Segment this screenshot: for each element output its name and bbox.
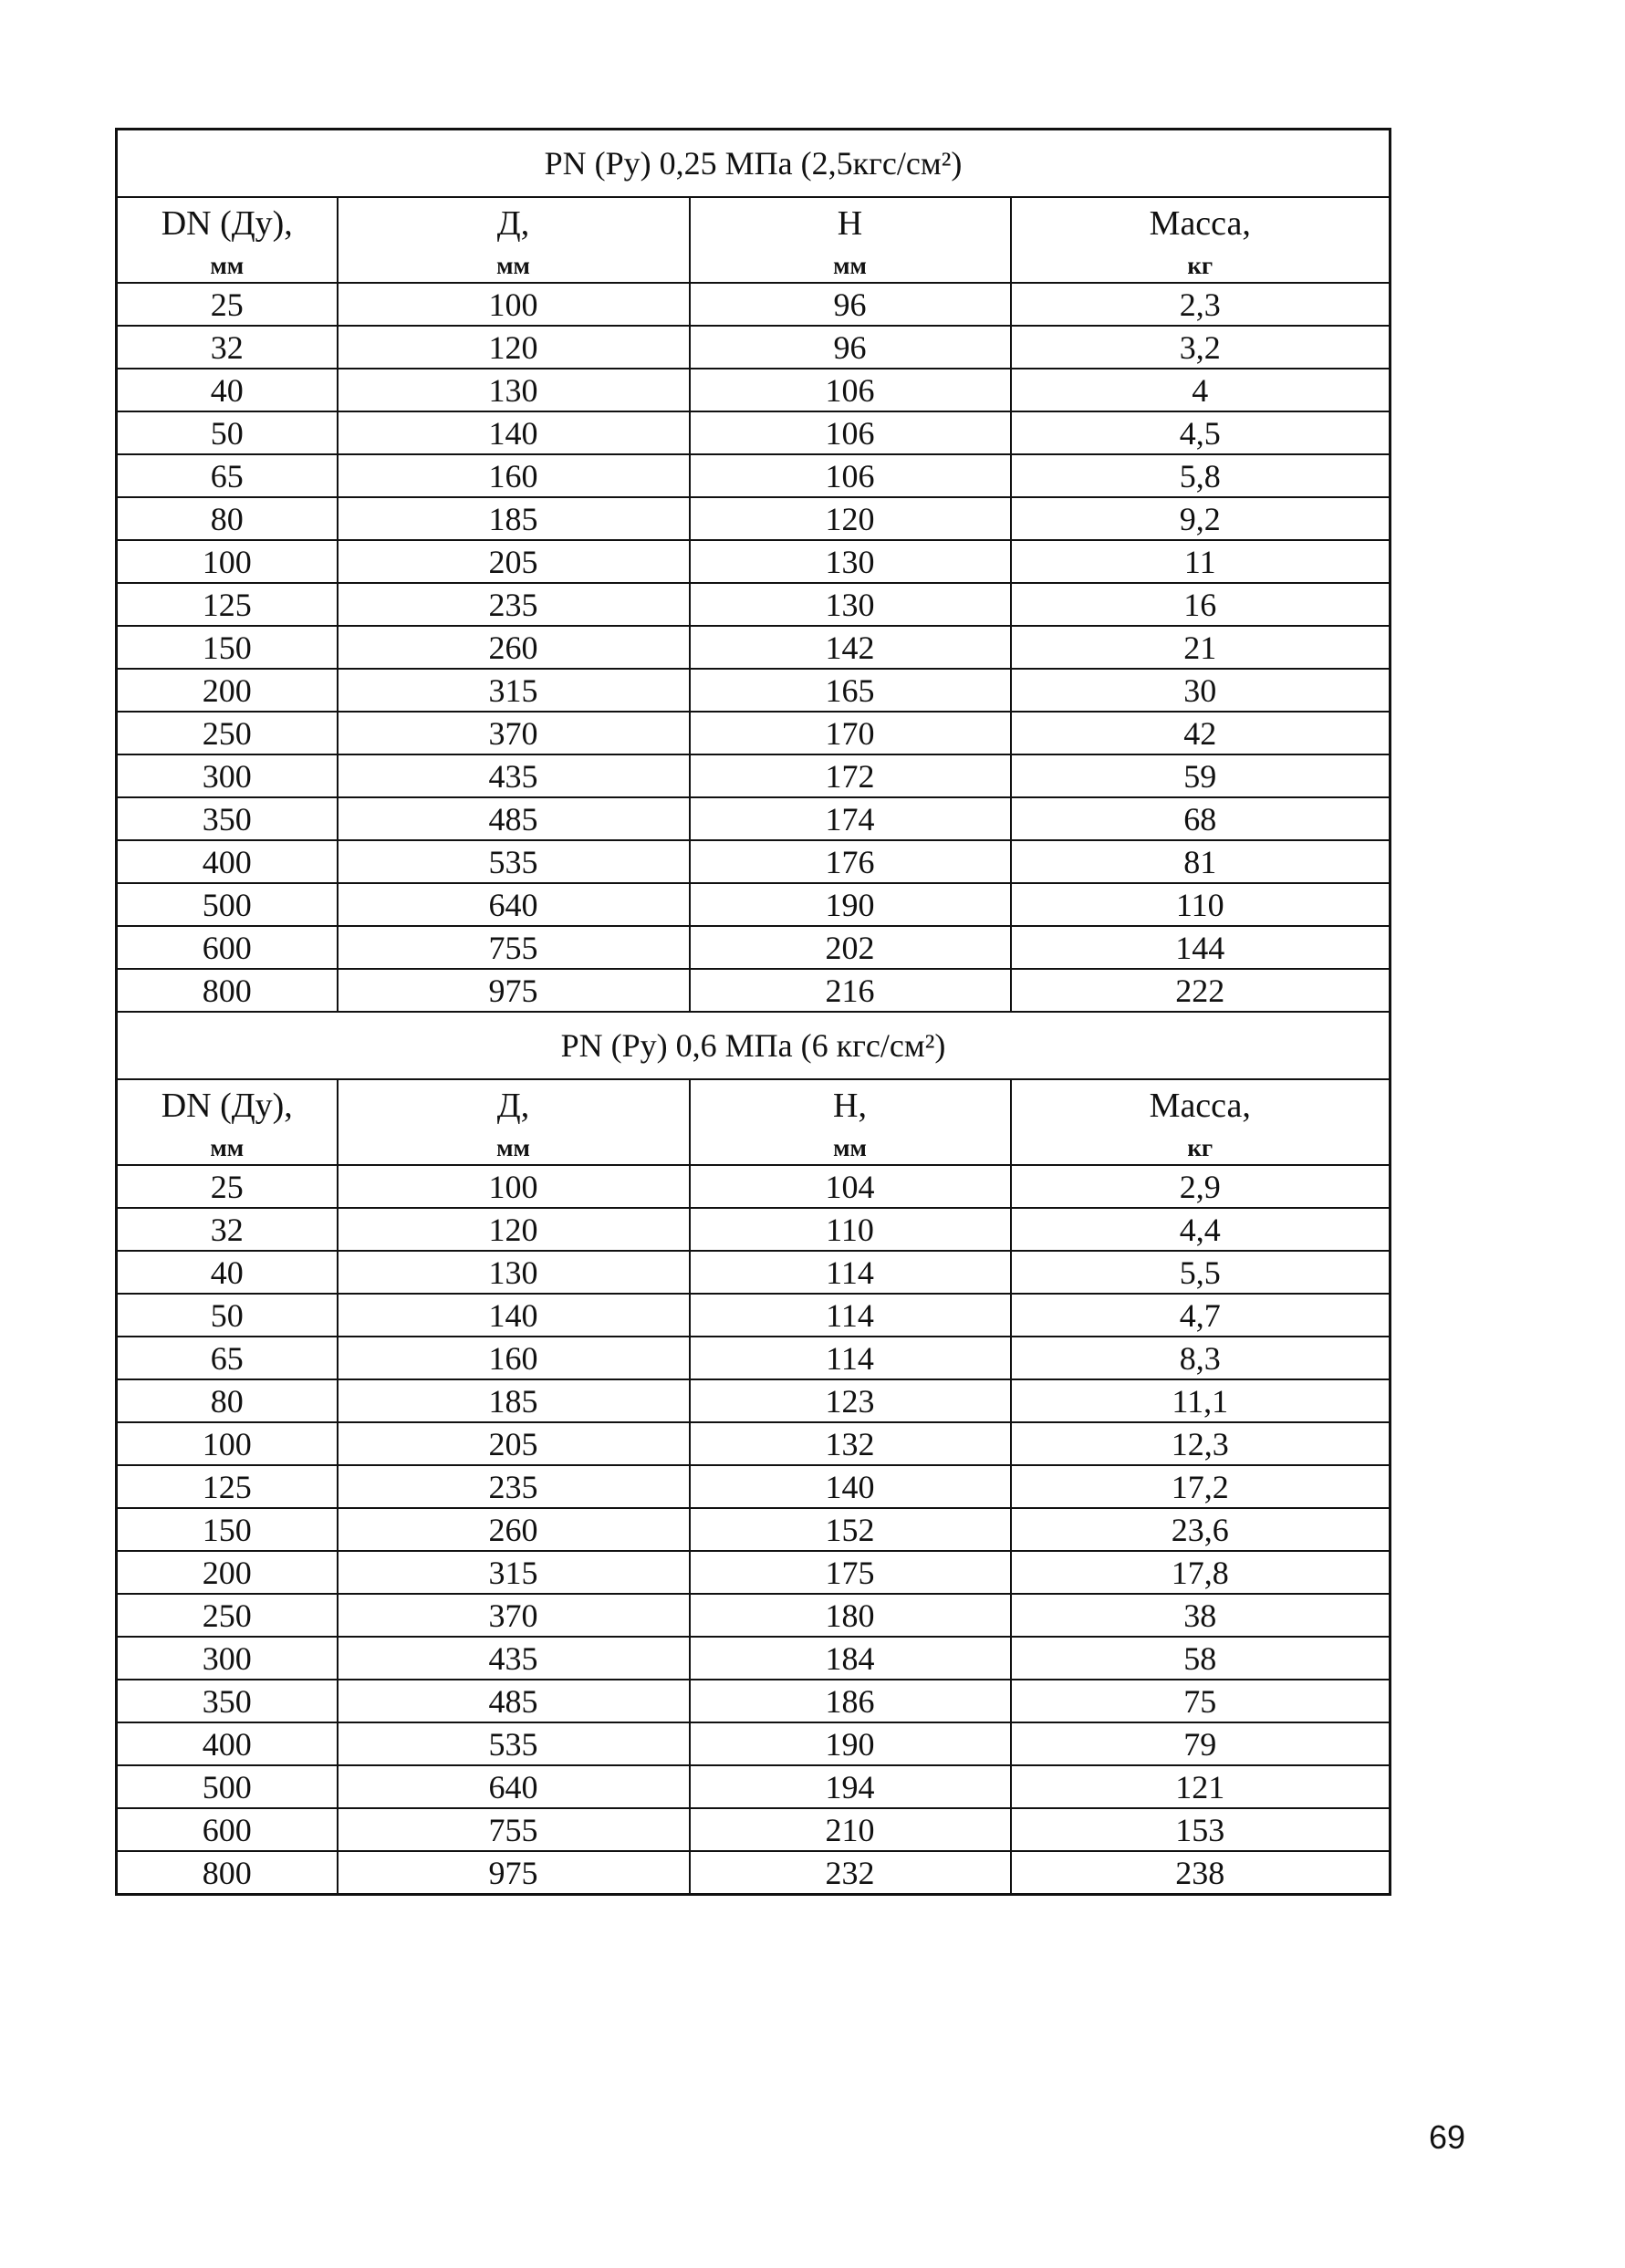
cell-h: 175 <box>690 1551 1011 1594</box>
table-row <box>117 1594 1391 1637</box>
cell-dn: 125 <box>117 583 338 626</box>
cell-d: 485 <box>338 797 690 840</box>
cell-h: 130 <box>690 583 1011 626</box>
table-row <box>117 326 1391 369</box>
column-header-label: Масса, <box>1149 1086 1251 1125</box>
cell-h: 142 <box>690 626 1011 669</box>
cell-d: 235 <box>338 583 690 626</box>
cell-d: 260 <box>338 626 690 669</box>
cell-d: 975 <box>338 969 690 1012</box>
table-row <box>117 1637 1391 1680</box>
column-header-label: Масса, <box>1149 203 1251 243</box>
cell-mass: 42 <box>1011 712 1391 754</box>
table-row <box>117 1851 1391 1895</box>
cell-mass: 12,3 <box>1011 1422 1391 1465</box>
cell-dn: 65 <box>117 1337 338 1379</box>
table-row <box>117 754 1391 797</box>
table-row <box>117 411 1391 454</box>
cell-d: 435 <box>338 1637 690 1680</box>
table-row <box>117 1294 1391 1337</box>
column-header-d <box>338 197 690 283</box>
column-header-label: DN (Ду), <box>161 203 293 243</box>
cell-dn: 100 <box>117 540 338 583</box>
cell-h: 210 <box>690 1808 1011 1851</box>
cell-dn: 100 <box>117 1422 338 1465</box>
cell-h: 114 <box>690 1337 1011 1379</box>
cell-mass: 121 <box>1011 1765 1391 1808</box>
column-header-mass <box>1011 197 1391 283</box>
cell-mass: 23,6 <box>1011 1508 1391 1551</box>
cell-mass: 9,2 <box>1011 497 1391 540</box>
cell-dn: 500 <box>117 883 338 926</box>
cell-mass: 110 <box>1011 883 1391 926</box>
cell-dn: 300 <box>117 754 338 797</box>
table-row <box>117 1337 1391 1379</box>
cell-d: 640 <box>338 1765 690 1808</box>
section-title-row <box>117 1012 1391 1079</box>
table-row <box>117 583 1391 626</box>
table-row <box>117 969 1391 1012</box>
cell-h: 194 <box>690 1765 1011 1808</box>
column-header-d <box>338 1079 690 1165</box>
table-row <box>117 369 1391 411</box>
cell-d: 640 <box>338 883 690 926</box>
cell-d: 140 <box>338 411 690 454</box>
table-row <box>117 1722 1391 1765</box>
cell-h: 96 <box>690 283 1011 326</box>
table-body <box>117 130 1391 1895</box>
table-row <box>117 1165 1391 1208</box>
column-header-label: DN (Ду), <box>161 1086 293 1125</box>
cell-d: 130 <box>338 1251 690 1294</box>
cell-dn: 200 <box>117 1551 338 1594</box>
cell-mass: 68 <box>1011 797 1391 840</box>
cell-dn: 250 <box>117 1594 338 1637</box>
cell-mass: 75 <box>1011 1680 1391 1722</box>
column-header-unit: мм <box>496 1133 530 1161</box>
table-row <box>117 540 1391 583</box>
cell-d: 755 <box>338 926 690 969</box>
cell-mass: 222 <box>1011 969 1391 1012</box>
column-header-dn <box>117 1079 338 1165</box>
table-row <box>117 1765 1391 1808</box>
specification-table <box>115 128 1391 1896</box>
page-number: 69 <box>1429 2118 1466 2156</box>
table-row <box>117 1680 1391 1722</box>
cell-mass: 30 <box>1011 669 1391 712</box>
section-title: PN (Ру) 0,25 МПа (2,5кгс/см²) <box>117 130 1391 198</box>
cell-h: 106 <box>690 369 1011 411</box>
table-row <box>117 1465 1391 1508</box>
cell-mass: 238 <box>1011 1851 1391 1895</box>
cell-dn: 25 <box>117 1165 338 1208</box>
cell-dn: 400 <box>117 840 338 883</box>
cell-h: 130 <box>690 540 1011 583</box>
cell-d: 185 <box>338 497 690 540</box>
cell-d: 755 <box>338 1808 690 1851</box>
cell-h: 132 <box>690 1422 1011 1465</box>
cell-d: 100 <box>338 283 690 326</box>
cell-mass: 5,5 <box>1011 1251 1391 1294</box>
cell-mass: 16 <box>1011 583 1391 626</box>
cell-h: 140 <box>690 1465 1011 1508</box>
cell-h: 110 <box>690 1208 1011 1251</box>
header-row <box>117 197 1391 283</box>
cell-d: 315 <box>338 669 690 712</box>
cell-mass: 4,4 <box>1011 1208 1391 1251</box>
cell-d: 140 <box>338 1294 690 1337</box>
column-header-unit: мм <box>210 251 245 279</box>
cell-mass: 17,2 <box>1011 1465 1391 1508</box>
column-header-h <box>690 197 1011 283</box>
table-row <box>117 1379 1391 1422</box>
cell-dn: 65 <box>117 454 338 497</box>
cell-mass: 38 <box>1011 1594 1391 1637</box>
cell-dn: 350 <box>117 1680 338 1722</box>
cell-h: 106 <box>690 454 1011 497</box>
table-row <box>117 797 1391 840</box>
cell-dn: 125 <box>117 1465 338 1508</box>
cell-mass: 21 <box>1011 626 1391 669</box>
table-row <box>117 840 1391 883</box>
section-title: PN (Ру) 0,6 МПа (6 кгс/см²) <box>117 1012 1391 1079</box>
cell-d: 205 <box>338 1422 690 1465</box>
cell-d: 205 <box>338 540 690 583</box>
cell-dn: 250 <box>117 712 338 754</box>
cell-d: 315 <box>338 1551 690 1594</box>
cell-mass: 153 <box>1011 1808 1391 1851</box>
cell-h: 123 <box>690 1379 1011 1422</box>
cell-d: 370 <box>338 712 690 754</box>
cell-mass: 59 <box>1011 754 1391 797</box>
cell-dn: 800 <box>117 969 338 1012</box>
cell-mass: 4,7 <box>1011 1294 1391 1337</box>
column-header-unit: мм <box>833 251 867 279</box>
cell-h: 165 <box>690 669 1011 712</box>
cell-h: 232 <box>690 1851 1011 1895</box>
cell-d: 120 <box>338 1208 690 1251</box>
cell-dn: 80 <box>117 1379 338 1422</box>
cell-dn: 800 <box>117 1851 338 1895</box>
cell-h: 176 <box>690 840 1011 883</box>
cell-h: 114 <box>690 1294 1011 1337</box>
table-row <box>117 1422 1391 1465</box>
column-header-unit: мм <box>833 1133 867 1161</box>
cell-d: 975 <box>338 1851 690 1895</box>
cell-h: 152 <box>690 1508 1011 1551</box>
cell-dn: 500 <box>117 1765 338 1808</box>
cell-dn: 600 <box>117 926 338 969</box>
cell-h: 180 <box>690 1594 1011 1637</box>
cell-h: 184 <box>690 1637 1011 1680</box>
column-header-label: Д, <box>496 1086 530 1125</box>
cell-d: 130 <box>338 369 690 411</box>
cell-mass: 11,1 <box>1011 1379 1391 1422</box>
cell-dn: 40 <box>117 369 338 411</box>
cell-mass: 8,3 <box>1011 1337 1391 1379</box>
cell-dn: 50 <box>117 1294 338 1337</box>
cell-mass: 17,8 <box>1011 1551 1391 1594</box>
cell-dn: 200 <box>117 669 338 712</box>
cell-d: 535 <box>338 840 690 883</box>
column-header-label: Н <box>837 203 863 243</box>
table-row <box>117 1508 1391 1551</box>
cell-dn: 50 <box>117 411 338 454</box>
cell-h: 96 <box>690 326 1011 369</box>
table-row <box>117 883 1391 926</box>
cell-h: 186 <box>690 1680 1011 1722</box>
cell-mass: 2,3 <box>1011 283 1391 326</box>
column-header-label: Д, <box>496 203 530 243</box>
table-row <box>117 1251 1391 1294</box>
table-row <box>117 712 1391 754</box>
table-row <box>117 1208 1391 1251</box>
cell-dn: 350 <box>117 797 338 840</box>
cell-mass: 58 <box>1011 1637 1391 1680</box>
cell-dn: 32 <box>117 326 338 369</box>
cell-d: 535 <box>338 1722 690 1765</box>
cell-dn: 80 <box>117 497 338 540</box>
cell-d: 235 <box>338 1465 690 1508</box>
cell-h: 106 <box>690 411 1011 454</box>
column-header-unit: мм <box>496 251 530 279</box>
cell-mass: 3,2 <box>1011 326 1391 369</box>
cell-dn: 25 <box>117 283 338 326</box>
column-header-mass <box>1011 1079 1391 1165</box>
cell-h: 170 <box>690 712 1011 754</box>
table-row <box>117 454 1391 497</box>
cell-h: 174 <box>690 797 1011 840</box>
column-header-h <box>690 1079 1011 1165</box>
cell-d: 120 <box>338 326 690 369</box>
column-header-unit: мм <box>210 1133 245 1161</box>
cell-h: 190 <box>690 1722 1011 1765</box>
cell-mass: 81 <box>1011 840 1391 883</box>
cell-dn: 600 <box>117 1808 338 1851</box>
column-header-dn <box>117 197 338 283</box>
cell-h: 104 <box>690 1165 1011 1208</box>
header-row <box>117 1079 1391 1165</box>
cell-dn: 150 <box>117 626 338 669</box>
column-header-label: Н, <box>833 1086 867 1125</box>
cell-mass: 144 <box>1011 926 1391 969</box>
cell-h: 120 <box>690 497 1011 540</box>
table-row <box>117 626 1391 669</box>
cell-dn: 32 <box>117 1208 338 1251</box>
table-row <box>117 1808 1391 1851</box>
column-header-unit: кг <box>1187 251 1214 279</box>
cell-dn: 400 <box>117 1722 338 1765</box>
cell-d: 160 <box>338 454 690 497</box>
cell-d: 260 <box>338 1508 690 1551</box>
cell-mass: 5,8 <box>1011 454 1391 497</box>
column-header-unit: кг <box>1187 1133 1214 1161</box>
section-title-row <box>117 130 1391 198</box>
cell-h: 172 <box>690 754 1011 797</box>
table-row <box>117 669 1391 712</box>
table-row <box>117 497 1391 540</box>
cell-h: 202 <box>690 926 1011 969</box>
cell-mass: 11 <box>1011 540 1391 583</box>
cell-dn: 300 <box>117 1637 338 1680</box>
cell-mass: 4 <box>1011 369 1391 411</box>
table-row <box>117 283 1391 326</box>
cell-d: 185 <box>338 1379 690 1422</box>
cell-d: 485 <box>338 1680 690 1722</box>
cell-d: 435 <box>338 754 690 797</box>
cell-d: 160 <box>338 1337 690 1379</box>
table-row <box>117 1551 1391 1594</box>
cell-h: 114 <box>690 1251 1011 1294</box>
cell-dn: 40 <box>117 1251 338 1294</box>
cell-mass: 4,5 <box>1011 411 1391 454</box>
cell-dn: 150 <box>117 1508 338 1551</box>
cell-d: 100 <box>338 1165 690 1208</box>
cell-mass: 2,9 <box>1011 1165 1391 1208</box>
cell-h: 216 <box>690 969 1011 1012</box>
table-row <box>117 926 1391 969</box>
cell-h: 190 <box>690 883 1011 926</box>
cell-d: 370 <box>338 1594 690 1637</box>
cell-mass: 79 <box>1011 1722 1391 1765</box>
